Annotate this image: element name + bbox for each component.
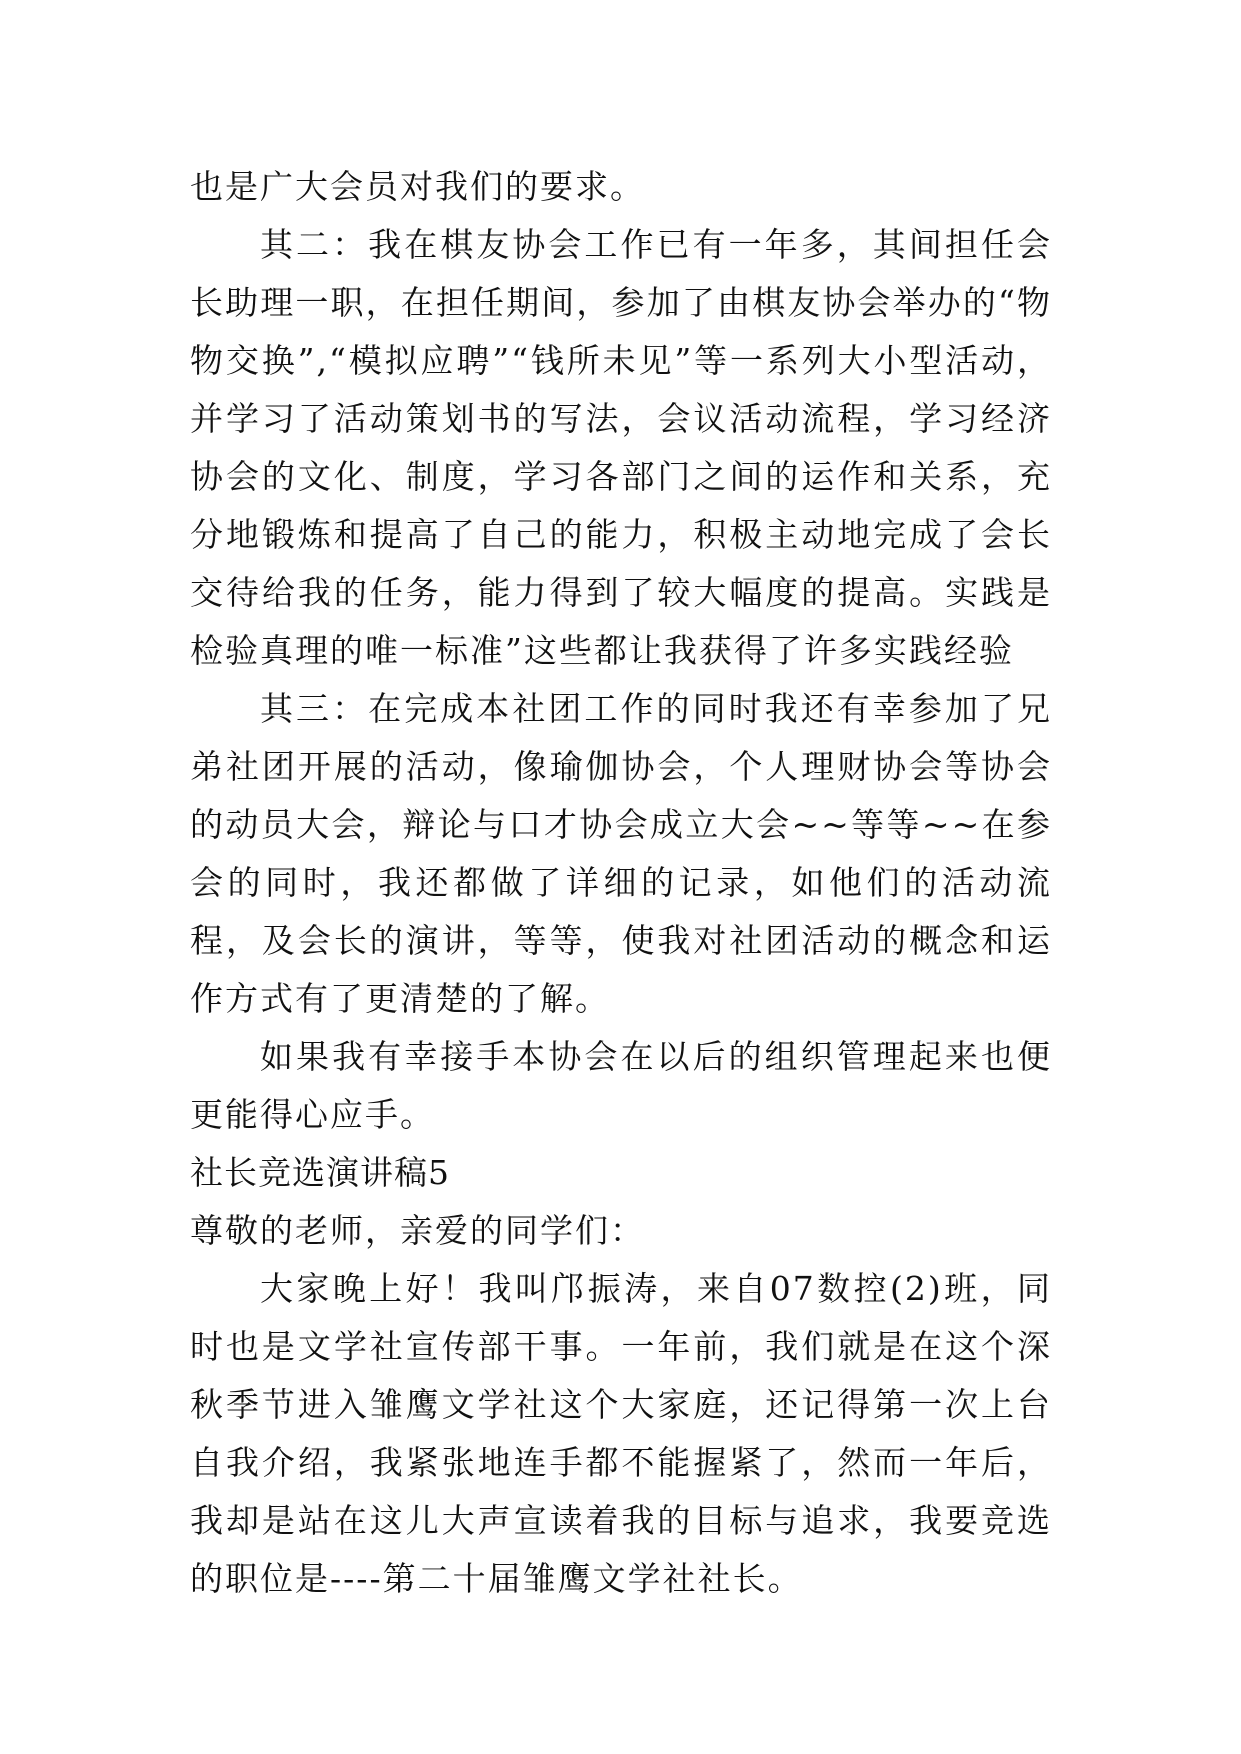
section-heading: 社长竞选演讲稿5 [190,1153,450,1192]
salutation: 尊敬的老师，亲爱的同学们： [190,1211,645,1250]
document-body [190,158,1052,1608]
paragraph-point-two: 其二：我在棋友协会工作已有一年多，其间担任会长助理一职，在担任期间，参加了由棋友协会举办的“物物交换”,“模拟应聘”“钱所未见”等一系列大小型活动，并学习了活动策划书的写法，会议活动流程，学习经济协会的文化、制度，学习各部门之间的运作和关系，充分地锻炼和提高了自己的能力，积极主动地完成了会长交待给我的任务，能力得到了较大幅度的提高。实践是检验真理的唯一标准”这些都让我获得了许多实践经验 [190,225,1052,670]
paragraph-continuation: 也是广大会员对我们的要求。 [190,167,645,206]
paragraph-conclusion: 如果我有幸接手本协会在以后的组织管理起来也便更能得心应手。 [190,1037,1052,1134]
paragraph-point-three: 其三：在完成本社团工作的同时我还有幸参加了兄弟社团开展的活动，像瑜伽协会，个人理财协会等协会的动员大会，辩论与口才协会成立大会~~等等~~在参会的同时，我还都做了详细的记录，如他们的活动流程，及会长的演讲，等等，使我对社团活动的概念和运作方式有了更清楚的了解。 [190,689,1052,1018]
paragraph-introduction: 大家晚上好！我叫邝振涛，来自07数控(2)班，同时也是文学社宣传部干事。一年前，我们就是在这个深秋季节进入雏鹰文学社这个大家庭，还记得第一次上台自我介绍，我紧张地连手都不能握紧了，然而一年后，我却是站在这儿大声宣读着我的目标与追求，我要竞选的职位是----第二十届雏鹰文学社社长。 [190,1269,1052,1598]
